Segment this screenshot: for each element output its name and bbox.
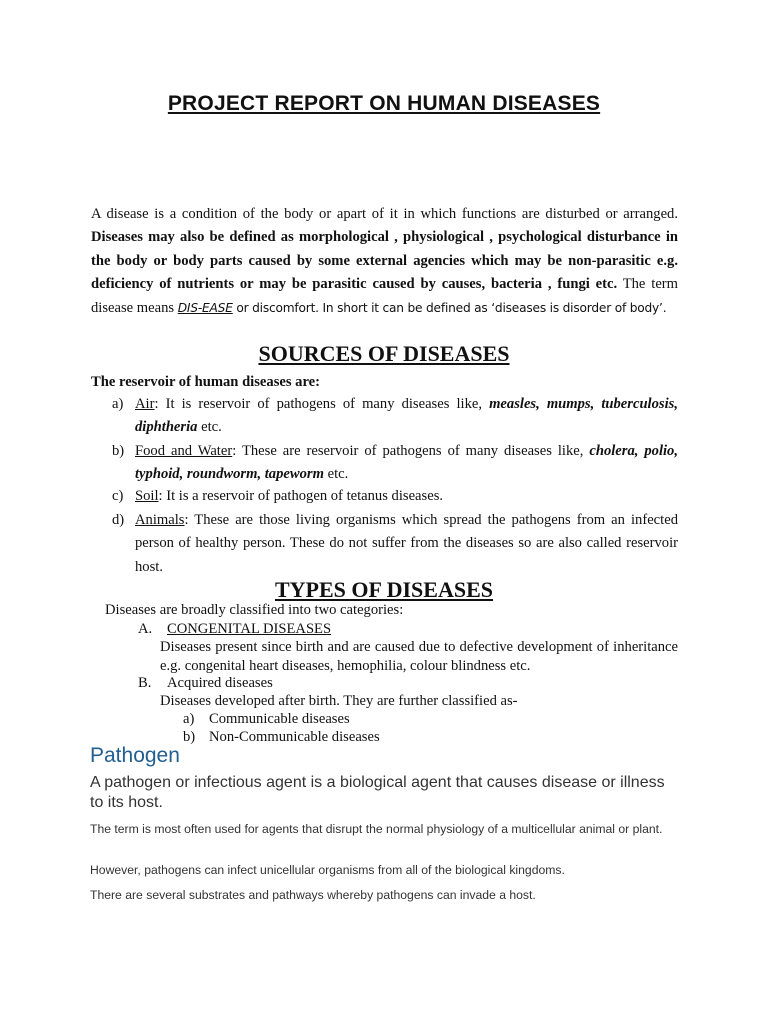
pathogen-heading: Pathogen [90,744,180,767]
subcategory-label: Communicable diseases [209,711,350,727]
list-marker: b) [183,729,196,745]
types-heading: TYPES OF DISEASES [274,577,494,602]
pathogen-paragraph: There are several substrates and pathways whereby pathogens can invade a host. [90,888,536,902]
subcategory-non-communicable [183,728,380,747]
list-marker: b) [112,443,125,459]
intro-term-lead: The term disease means [91,276,679,316]
source-item-air [91,393,678,440]
intro-paragraph [91,203,678,320]
source-tail: etc. [197,419,222,436]
source-text: : These are those living organisms which spread the pathogens from an infected person of healthy person. These do not suffer from the diseases so are also called reservoir host. [135,512,678,575]
pathogen-lead: A pathogen or infectious agent is a biological agent that causes disease or illness to its host. [90,774,665,811]
source-tail: etc. [323,466,349,483]
category-label: CONGENITAL DISEASES [167,621,332,637]
sources-lead: The reservoir of human diseases are: [91,374,321,390]
intro-bold-definition: Diseases may also be defined as morphological , physiological , psychological disturbance in the body or body parts caused by some external agencies which may be non-parasitic e.g. deficiency of nutrients or may be parasitic caused by causes, bacteria , fungi etc. [91,229,678,293]
source-item-animals [91,509,678,579]
source-text: : It is a reservoir of pathogen of tetanus diseases. [158,488,444,504]
source-text: : It is reservoir of pathogens of many diseases like, [154,396,482,412]
types-lead: Diseases are broadly classified into two categories: [105,602,404,618]
intro-definition: A disease is a condition of the body or apart of it in which functions are disturbed or arranged. [91,206,678,222]
list-marker: c) [112,488,124,504]
category-acquired [138,674,273,693]
category-description: Diseases developed after birth. They are further classified as- [160,693,518,709]
list-marker: B. [138,675,152,691]
pathogen-paragraph: The term is most often used for agents that disrupt the normal physiology of a multicellular animal or plant. [90,822,663,836]
source-examples: cholera, polio, typhoid, roundworm, tapeworm [135,443,678,483]
category-label: Acquired diseases [167,675,273,691]
list-marker: a) [112,396,124,412]
subcategory-label: Non-Communicable diseases [209,729,380,745]
source-item-soil [91,485,678,508]
list-marker: d) [112,512,125,528]
page-title: PROJECT REPORT ON HUMAN DISEASES [167,92,601,115]
category-congenital [138,620,331,639]
source-label: Air [135,396,155,412]
source-examples: measles, mumps, tuberculosis, diphtheria [135,396,678,436]
pathogen-paragraph: However, pathogens can infect unicellular organisms from all of the biological kingdoms. [90,863,565,877]
source-text: : These are reservoir of pathogens of many diseases like, [232,443,584,459]
intro-term: DIS-EASE [177,300,233,315]
source-label: Animals [135,512,185,528]
intro-term-rest: or discomfort. In short it can be defined as ‘diseases is disorder of body’. [236,300,667,315]
category-description: Diseases present since birth and are caused due to defective development of inheritance e.g. congenital heart diseases, hemophilia, colour blindness etc. [160,639,678,674]
source-item-food-water [91,440,678,487]
source-label: Food and Water [135,443,233,459]
sources-heading: SOURCES OF DISEASES [258,341,510,366]
list-marker: A. [138,621,153,637]
list-marker: a) [183,711,195,727]
source-label: Soil [135,488,159,504]
subcategory-communicable [183,710,350,729]
